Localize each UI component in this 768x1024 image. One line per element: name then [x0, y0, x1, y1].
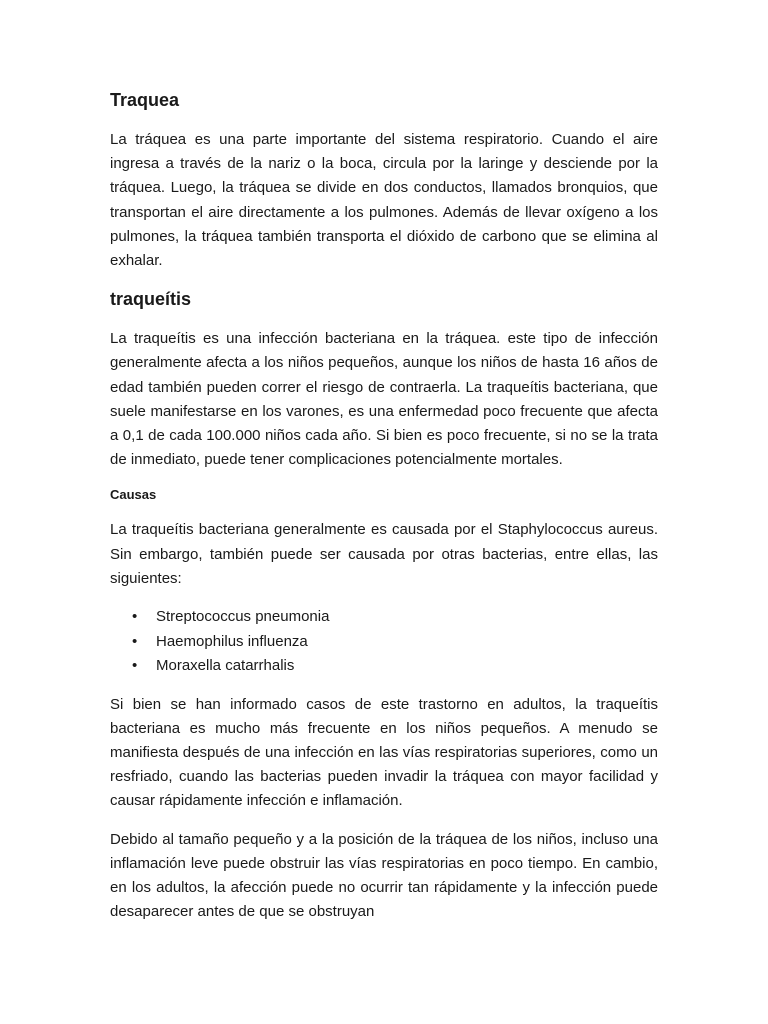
- paragraph-causas-adults: Si bien se han informado casos de este trastorno en adultos, la traqueítis bacteriana es mucho más frecuente en los niños pequeños. A menudo se manifiesta después de una infección en las vías respiratorias superiores, como un resfriado, cuando las bacterias pueden invadir la tráquea con mayor facilidad y causar rápidamente infección e inflamación.: [110, 695, 658, 810]
- list-item: [132, 654, 658, 679]
- list-item-text: Haemophilus influenza: [156, 632, 308, 650]
- bullet-icon: •: [132, 657, 138, 675]
- bullet-icon: •: [132, 608, 138, 626]
- list-item: [132, 630, 658, 655]
- bacteria-list: [110, 605, 658, 679]
- list-item-text: Moraxella catarrhalis: [156, 657, 295, 675]
- bullet-icon: •: [132, 632, 138, 650]
- paragraph-causas-children: Debido al tamaño pequeño y a la posición de la tráquea de los niños, incluso una inflamación leve puede obstruir las vías respiratorias en poco tiempo. En cambio, en los adultos, la afección puede no ocurrir tan rápidamente y la infección puede desaparecer antes de que se obstruyan: [110, 830, 658, 921]
- document-page: [110, 88, 658, 938]
- paragraph-traquea: La tráquea es una parte importante del sistema respiratorio. Cuando el aire ingresa a través de la nariz o la boca, circula por la laringe y desciende por la tráquea. Luego, la tráquea se divide en dos conductos, llamados bronquios, que transportan el aire directamente a los pulmones. Además de llevar oxígeno a los pulmones, la tráquea también transporta el dióxido de carbono que se elimina al exhalar.: [110, 131, 658, 270]
- paragraph-traqueitis: La traqueítis es una infección bacteriana en la tráquea. este tipo de infección generalmente afecta a los niños pequeños, aunque los niños de hasta 16 años de edad también pueden correr el riesgo de contraerla. La traqueítis bacteriana, que suele manifestarse en los varones, es una enfermedad poco frecuente que afecta a 0,1 de cada 100.000 niños cada año. Si bien es poco frecuente, si no se la trata de inmediato, puede tener complicaciones potencialmente mortales.: [110, 330, 658, 469]
- list-item-text: Streptococcus pneumonia: [156, 608, 330, 626]
- list-item: [132, 605, 658, 630]
- paragraph-causas-intro: La traqueítis bacteriana generalmente es causada por el Staphylococcus aureus. Sin embargo, también puede ser causada por otras bacterias, entre ellas, las siguientes:: [110, 521, 658, 587]
- section-title-traquea: Traquea: [110, 90, 180, 110]
- section-title-causas: Causas: [110, 487, 157, 503]
- section-title-traqueitis: traqueítis: [110, 289, 192, 310]
